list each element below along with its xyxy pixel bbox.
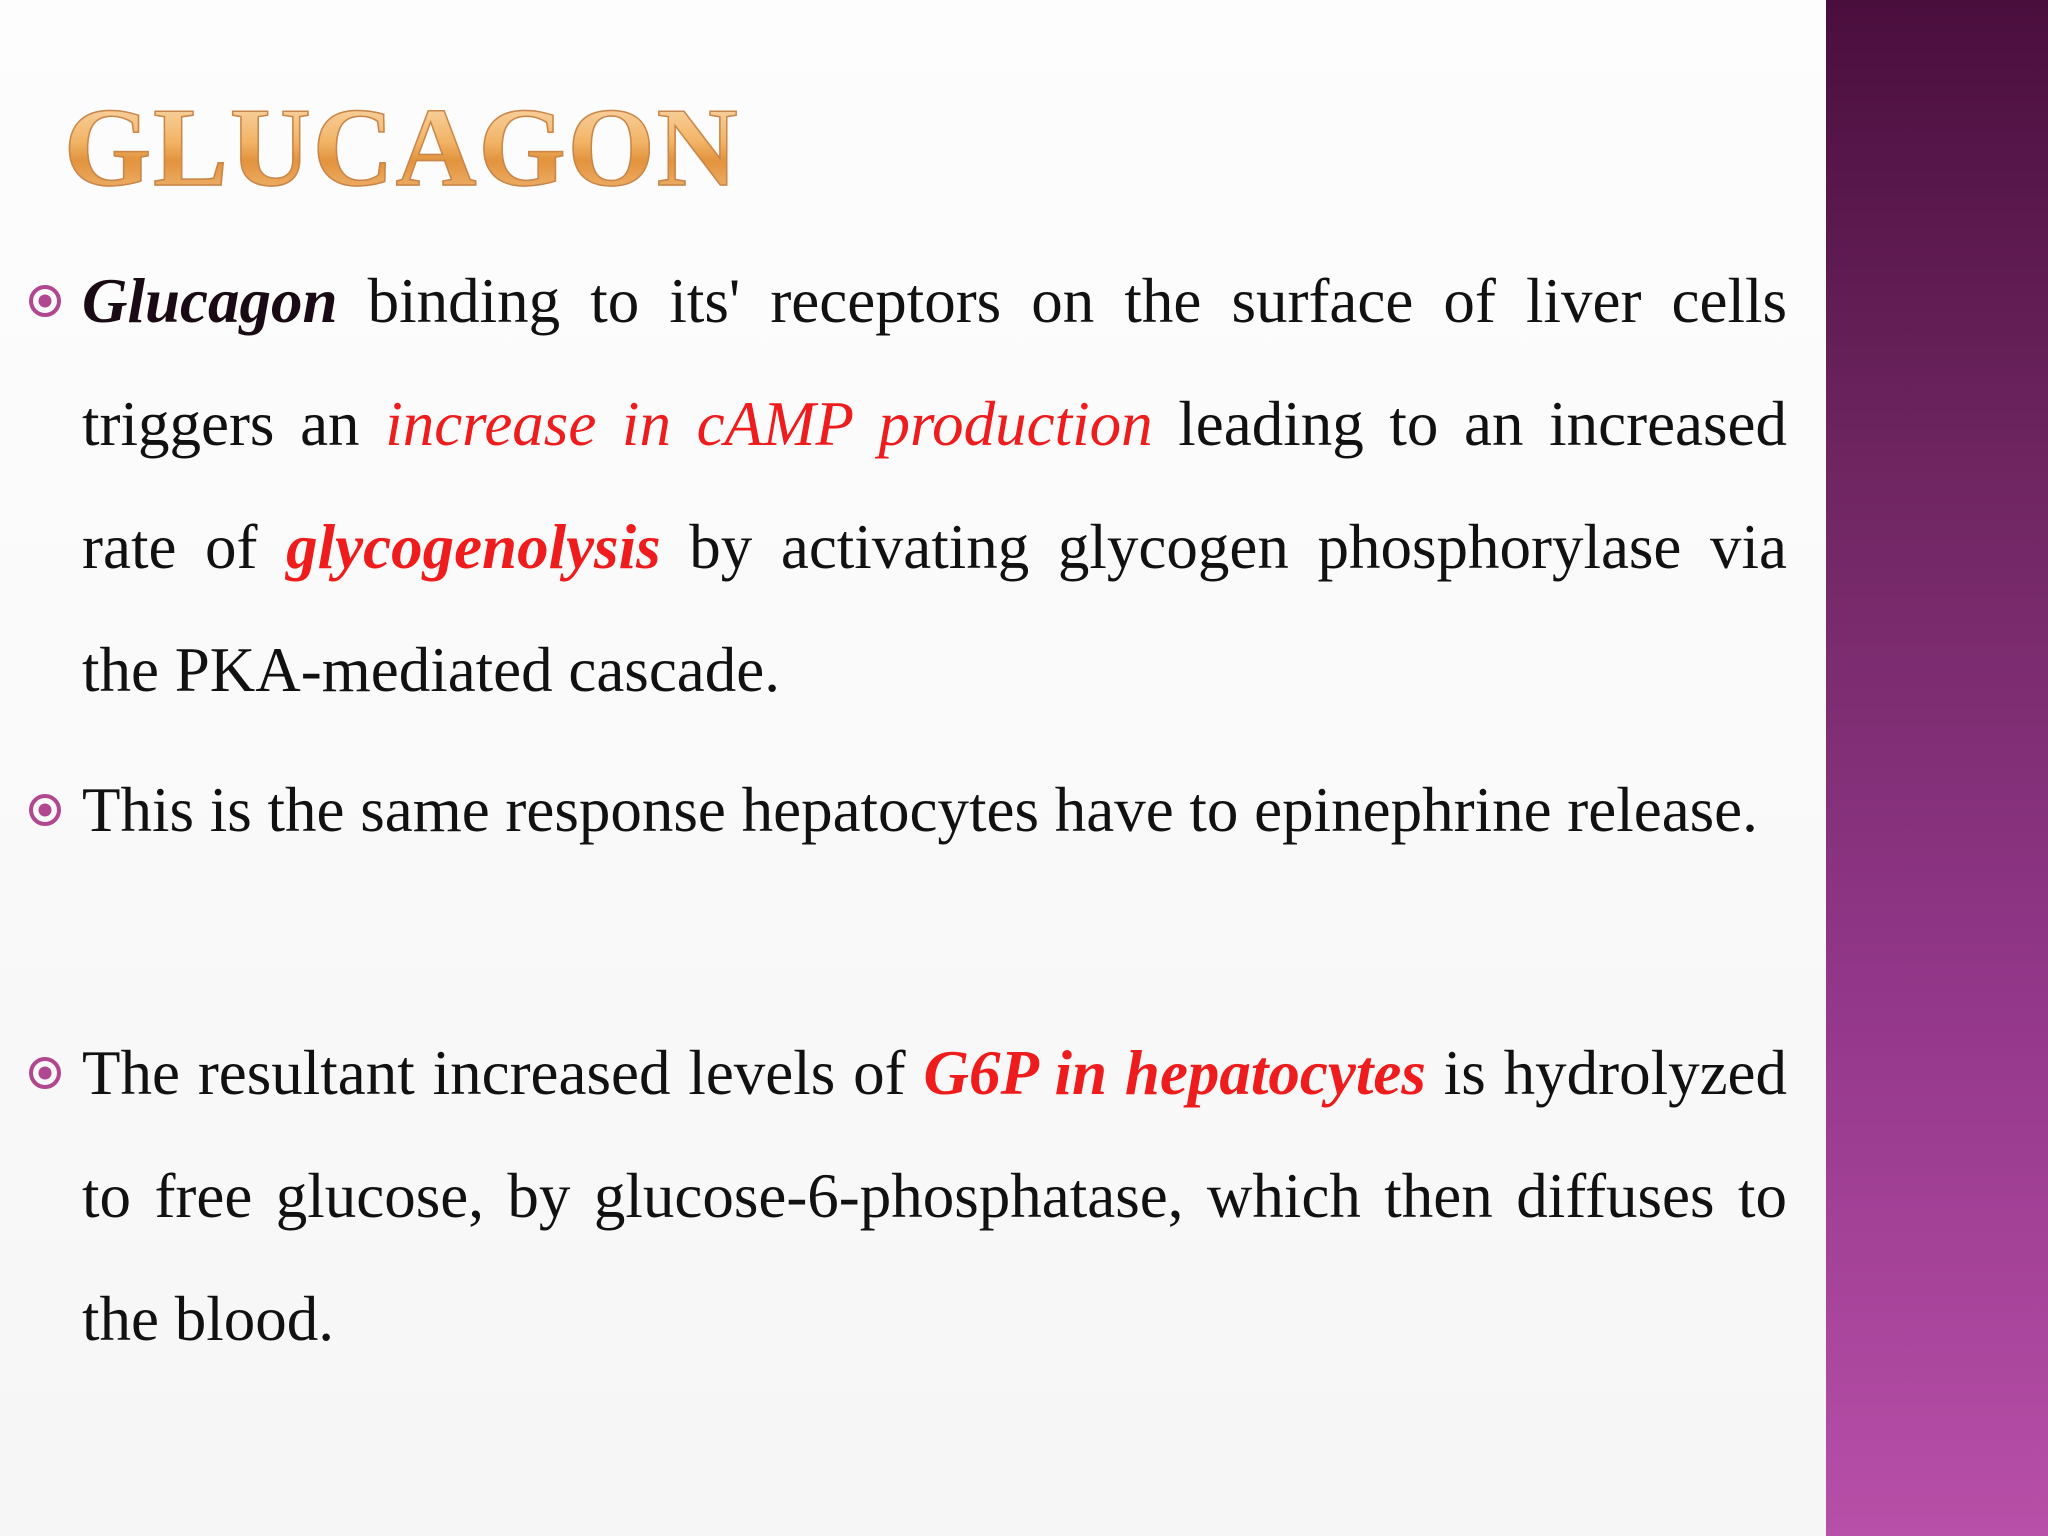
text-segment: This is the same response hepatocytes have to epinephrine release. [82,775,1758,845]
bullet-text-3 [82,1012,1787,1381]
text-segment: The resultant increased levels of [82,1038,924,1108]
text-segment: is hydrolyzed to free glucose, by glucose-6-phosphatase, which then diffuses to the blood. [82,1038,1788,1354]
circled-dot-icon [28,284,62,318]
text-segment: by activating glycogen phosphorylase via the PKA-mediated cascade. [82,512,1787,705]
bullet-text-1 [82,240,1787,732]
term-glucagon: Glucagon [82,266,338,336]
circled-dot-icon [28,1056,62,1090]
decorative-side-bar [1826,0,2048,1536]
slide-title: GLUCAGON [64,86,740,210]
bullet-text-2 [82,749,1787,872]
circled-dot-icon [28,793,62,827]
highlight-g6p-hepatocytes: G6P in hepatocytes [923,1038,1426,1108]
text-segment: binding to its' receptors on the surface of liver cells triggers an [82,266,1787,459]
highlight-glycogenolysis: glycogenolysis [286,512,661,582]
text-segment: leading to an increased rate of [82,389,1787,582]
highlight-camp-production: increase in cAMP production [385,389,1153,459]
